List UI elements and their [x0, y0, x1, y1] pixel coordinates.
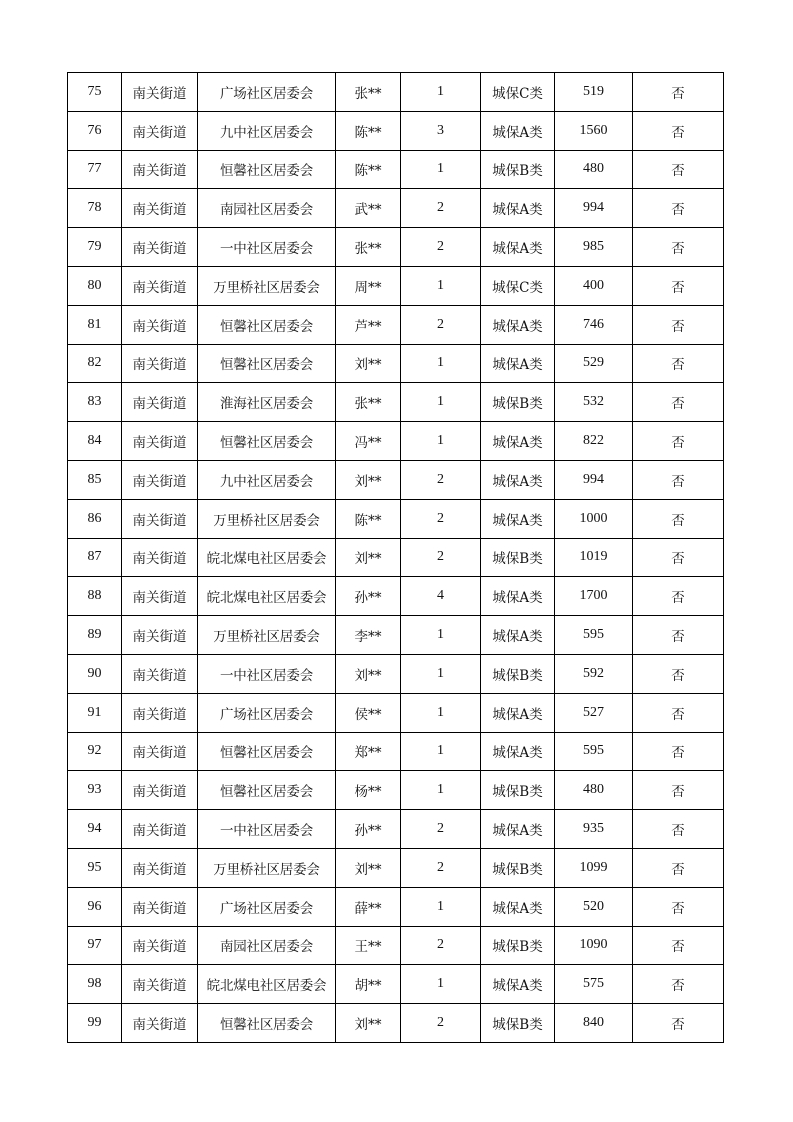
cell-household-size: 1 — [401, 73, 481, 112]
cell-amount: 480 — [555, 150, 633, 189]
cell-household-size: 2 — [401, 460, 481, 499]
cell-index: 99 — [68, 1004, 122, 1043]
cell-name: 郑** — [336, 732, 401, 771]
cell-index: 78 — [68, 189, 122, 228]
cell-flag: 否 — [633, 810, 724, 849]
cell-name: 张** — [336, 228, 401, 267]
cell-committee: 一中社区居委会 — [198, 228, 336, 267]
cell-committee: 恒馨社区居委会 — [198, 732, 336, 771]
cell-flag: 否 — [633, 771, 724, 810]
table-row — [68, 810, 724, 849]
cell-household-size: 1 — [401, 422, 481, 461]
cell-category: 城保B类 — [481, 654, 555, 693]
cell-household-size: 1 — [401, 693, 481, 732]
cell-flag: 否 — [633, 577, 724, 616]
cell-committee: 一中社区居委会 — [198, 810, 336, 849]
cell-committee: 恒馨社区居委会 — [198, 422, 336, 461]
cell-category: 城保B类 — [481, 1004, 555, 1043]
cell-flag: 否 — [633, 305, 724, 344]
cell-amount: 400 — [555, 266, 633, 305]
cell-category: 城保A类 — [481, 577, 555, 616]
cell-amount: 575 — [555, 965, 633, 1004]
cell-subdistrict: 南关街道 — [122, 422, 198, 461]
cell-amount: 519 — [555, 73, 633, 112]
data-table-container — [67, 72, 724, 1043]
cell-household-size: 1 — [401, 887, 481, 926]
cell-subdistrict: 南关街道 — [122, 1004, 198, 1043]
cell-subdistrict: 南关街道 — [122, 189, 198, 228]
cell-amount: 1019 — [555, 538, 633, 577]
cell-committee: 九中社区居委会 — [198, 460, 336, 499]
cell-amount: 529 — [555, 344, 633, 383]
cell-household-size: 2 — [401, 189, 481, 228]
cell-name: 侯** — [336, 693, 401, 732]
cell-name: 陈** — [336, 499, 401, 538]
cell-committee: 万里桥社区居委会 — [198, 616, 336, 655]
cell-household-size: 4 — [401, 577, 481, 616]
cell-name: 孙** — [336, 810, 401, 849]
cell-category: 城保A类 — [481, 693, 555, 732]
cell-index: 83 — [68, 383, 122, 422]
cell-index: 89 — [68, 616, 122, 655]
cell-amount: 935 — [555, 810, 633, 849]
cell-household-size: 2 — [401, 499, 481, 538]
cell-category: 城保A类 — [481, 305, 555, 344]
cell-name: 刘** — [336, 344, 401, 383]
cell-household-size: 1 — [401, 771, 481, 810]
cell-subdistrict: 南关街道 — [122, 460, 198, 499]
table-row — [68, 965, 724, 1004]
cell-committee: 南园社区居委会 — [198, 926, 336, 965]
cell-subdistrict: 南关街道 — [122, 965, 198, 1004]
cell-amount: 480 — [555, 771, 633, 810]
cell-category: 城保A类 — [481, 422, 555, 461]
cell-committee: 皖北煤电社区居委会 — [198, 577, 336, 616]
cell-amount: 1090 — [555, 926, 633, 965]
cell-category: 城保A类 — [481, 228, 555, 267]
cell-flag: 否 — [633, 189, 724, 228]
cell-subdistrict: 南关街道 — [122, 499, 198, 538]
cell-household-size: 2 — [401, 305, 481, 344]
cell-subdistrict: 南关街道 — [122, 693, 198, 732]
cell-name: 刘** — [336, 654, 401, 693]
cell-index: 95 — [68, 848, 122, 887]
cell-category: 城保A类 — [481, 344, 555, 383]
table-row — [68, 383, 724, 422]
cell-name: 武** — [336, 189, 401, 228]
cell-index: 76 — [68, 111, 122, 150]
table-row — [68, 654, 724, 693]
cell-name: 刘** — [336, 1004, 401, 1043]
cell-index: 91 — [68, 693, 122, 732]
cell-index: 87 — [68, 538, 122, 577]
cell-index: 81 — [68, 305, 122, 344]
cell-name: 陈** — [336, 150, 401, 189]
cell-subdistrict: 南关街道 — [122, 305, 198, 344]
cell-index: 94 — [68, 810, 122, 849]
cell-amount: 1700 — [555, 577, 633, 616]
table-body — [68, 73, 724, 1043]
cell-household-size: 1 — [401, 383, 481, 422]
cell-amount: 985 — [555, 228, 633, 267]
cell-subdistrict: 南关街道 — [122, 111, 198, 150]
cell-subdistrict: 南关街道 — [122, 810, 198, 849]
cell-amount: 520 — [555, 887, 633, 926]
cell-amount: 1000 — [555, 499, 633, 538]
cell-index: 82 — [68, 344, 122, 383]
cell-amount: 1099 — [555, 848, 633, 887]
cell-index: 84 — [68, 422, 122, 461]
cell-index: 77 — [68, 150, 122, 189]
cell-name: 薛** — [336, 887, 401, 926]
cell-index: 85 — [68, 460, 122, 499]
cell-subdistrict: 南关街道 — [122, 732, 198, 771]
cell-flag: 否 — [633, 887, 724, 926]
cell-flag: 否 — [633, 538, 724, 577]
cell-amount: 1560 — [555, 111, 633, 150]
cell-name: 孙** — [336, 577, 401, 616]
cell-category: 城保B类 — [481, 383, 555, 422]
cell-subdistrict: 南关街道 — [122, 771, 198, 810]
cell-name: 陈** — [336, 111, 401, 150]
cell-category: 城保B类 — [481, 150, 555, 189]
cell-flag: 否 — [633, 1004, 724, 1043]
cell-household-size: 1 — [401, 616, 481, 655]
cell-subdistrict: 南关街道 — [122, 538, 198, 577]
cell-category: 城保C类 — [481, 266, 555, 305]
cell-name: 刘** — [336, 460, 401, 499]
table-row — [68, 189, 724, 228]
cell-index: 92 — [68, 732, 122, 771]
cell-amount: 994 — [555, 460, 633, 499]
cell-name: 刘** — [336, 538, 401, 577]
cell-flag: 否 — [633, 654, 724, 693]
table-row — [68, 577, 724, 616]
cell-subdistrict: 南关街道 — [122, 926, 198, 965]
cell-name: 刘** — [336, 848, 401, 887]
cell-subdistrict: 南关街道 — [122, 654, 198, 693]
table-row — [68, 887, 724, 926]
cell-committee: 万里桥社区居委会 — [198, 266, 336, 305]
table-row — [68, 538, 724, 577]
cell-household-size: 2 — [401, 1004, 481, 1043]
cell-committee: 淮海社区居委会 — [198, 383, 336, 422]
cell-amount: 746 — [555, 305, 633, 344]
cell-subdistrict: 南关街道 — [122, 344, 198, 383]
cell-name: 周** — [336, 266, 401, 305]
cell-index: 96 — [68, 887, 122, 926]
cell-flag: 否 — [633, 422, 724, 461]
cell-name: 芦** — [336, 305, 401, 344]
table-row — [68, 616, 724, 655]
cell-committee: 皖北煤电社区居委会 — [198, 965, 336, 1004]
cell-name: 杨** — [336, 771, 401, 810]
cell-flag: 否 — [633, 383, 724, 422]
cell-committee: 恒馨社区居委会 — [198, 344, 336, 383]
cell-subdistrict: 南关街道 — [122, 577, 198, 616]
cell-flag: 否 — [633, 344, 724, 383]
cell-index: 79 — [68, 228, 122, 267]
cell-subdistrict: 南关街道 — [122, 383, 198, 422]
table-row — [68, 499, 724, 538]
cell-flag: 否 — [633, 150, 724, 189]
table-row — [68, 771, 724, 810]
cell-household-size: 2 — [401, 228, 481, 267]
cell-category: 城保A类 — [481, 810, 555, 849]
cell-category: 城保B类 — [481, 538, 555, 577]
table-row — [68, 422, 724, 461]
cell-amount: 595 — [555, 732, 633, 771]
cell-name: 胡** — [336, 965, 401, 1004]
cell-index: 90 — [68, 654, 122, 693]
cell-name: 李** — [336, 616, 401, 655]
cell-household-size: 2 — [401, 848, 481, 887]
cell-name: 张** — [336, 383, 401, 422]
cell-committee: 万里桥社区居委会 — [198, 848, 336, 887]
cell-committee: 南园社区居委会 — [198, 189, 336, 228]
cell-name: 王** — [336, 926, 401, 965]
cell-name: 冯** — [336, 422, 401, 461]
cell-subdistrict: 南关街道 — [122, 228, 198, 267]
table-row — [68, 266, 724, 305]
cell-index: 97 — [68, 926, 122, 965]
table-row — [68, 848, 724, 887]
cell-category: 城保A类 — [481, 111, 555, 150]
table-row — [68, 732, 724, 771]
cell-amount: 595 — [555, 616, 633, 655]
cell-household-size: 2 — [401, 926, 481, 965]
table-row — [68, 111, 724, 150]
table-row — [68, 305, 724, 344]
cell-amount: 994 — [555, 189, 633, 228]
cell-category: 城保A类 — [481, 460, 555, 499]
cell-index: 93 — [68, 771, 122, 810]
cell-category: 城保B类 — [481, 848, 555, 887]
cell-amount: 532 — [555, 383, 633, 422]
cell-category: 城保A类 — [481, 732, 555, 771]
table-row — [68, 228, 724, 267]
table-row — [68, 344, 724, 383]
cell-subdistrict: 南关街道 — [122, 887, 198, 926]
cell-flag: 否 — [633, 266, 724, 305]
cell-category: 城保A类 — [481, 499, 555, 538]
cell-index: 86 — [68, 499, 122, 538]
cell-flag: 否 — [633, 848, 724, 887]
cell-index: 98 — [68, 965, 122, 1004]
cell-committee: 一中社区居委会 — [198, 654, 336, 693]
cell-committee: 广场社区居委会 — [198, 693, 336, 732]
cell-committee: 恒馨社区居委会 — [198, 771, 336, 810]
cell-committee: 万里桥社区居委会 — [198, 499, 336, 538]
cell-household-size: 2 — [401, 538, 481, 577]
cell-household-size: 2 — [401, 810, 481, 849]
cell-flag: 否 — [633, 460, 724, 499]
cell-household-size: 1 — [401, 344, 481, 383]
cell-category: 城保B类 — [481, 926, 555, 965]
cell-household-size: 1 — [401, 965, 481, 1004]
cell-committee: 皖北煤电社区居委会 — [198, 538, 336, 577]
cell-committee: 恒馨社区居委会 — [198, 305, 336, 344]
cell-amount: 840 — [555, 1004, 633, 1043]
cell-flag: 否 — [633, 499, 724, 538]
cell-household-size: 1 — [401, 150, 481, 189]
cell-flag: 否 — [633, 111, 724, 150]
cell-flag: 否 — [633, 926, 724, 965]
cell-amount: 527 — [555, 693, 633, 732]
cell-committee: 广场社区居委会 — [198, 73, 336, 112]
table-row — [68, 693, 724, 732]
cell-category: 城保C类 — [481, 73, 555, 112]
cell-subdistrict: 南关街道 — [122, 616, 198, 655]
cell-amount: 592 — [555, 654, 633, 693]
cell-subdistrict: 南关街道 — [122, 73, 198, 112]
cell-household-size: 1 — [401, 654, 481, 693]
table-row — [68, 150, 724, 189]
table-row — [68, 1004, 724, 1043]
cell-category: 城保A类 — [481, 189, 555, 228]
cell-subdistrict: 南关街道 — [122, 848, 198, 887]
cell-subdistrict: 南关街道 — [122, 266, 198, 305]
cell-category: 城保A类 — [481, 965, 555, 1004]
cell-flag: 否 — [633, 965, 724, 1004]
table-row — [68, 926, 724, 965]
cell-flag: 否 — [633, 73, 724, 112]
cell-index: 75 — [68, 73, 122, 112]
cell-household-size: 3 — [401, 111, 481, 150]
cell-committee: 九中社区居委会 — [198, 111, 336, 150]
cell-household-size: 1 — [401, 266, 481, 305]
cell-subdistrict: 南关街道 — [122, 150, 198, 189]
cell-index: 80 — [68, 266, 122, 305]
cell-flag: 否 — [633, 616, 724, 655]
cell-committee: 恒馨社区居委会 — [198, 1004, 336, 1043]
cell-amount: 822 — [555, 422, 633, 461]
table-row — [68, 460, 724, 499]
cell-flag: 否 — [633, 693, 724, 732]
cell-category: 城保A类 — [481, 616, 555, 655]
cell-household-size: 1 — [401, 732, 481, 771]
cell-committee: 恒馨社区居委会 — [198, 150, 336, 189]
cell-category: 城保A类 — [481, 887, 555, 926]
data-table — [67, 72, 724, 1043]
cell-index: 88 — [68, 577, 122, 616]
cell-flag: 否 — [633, 732, 724, 771]
cell-committee: 广场社区居委会 — [198, 887, 336, 926]
cell-flag: 否 — [633, 228, 724, 267]
cell-name: 张** — [336, 73, 401, 112]
table-row — [68, 73, 724, 112]
cell-category: 城保B类 — [481, 771, 555, 810]
